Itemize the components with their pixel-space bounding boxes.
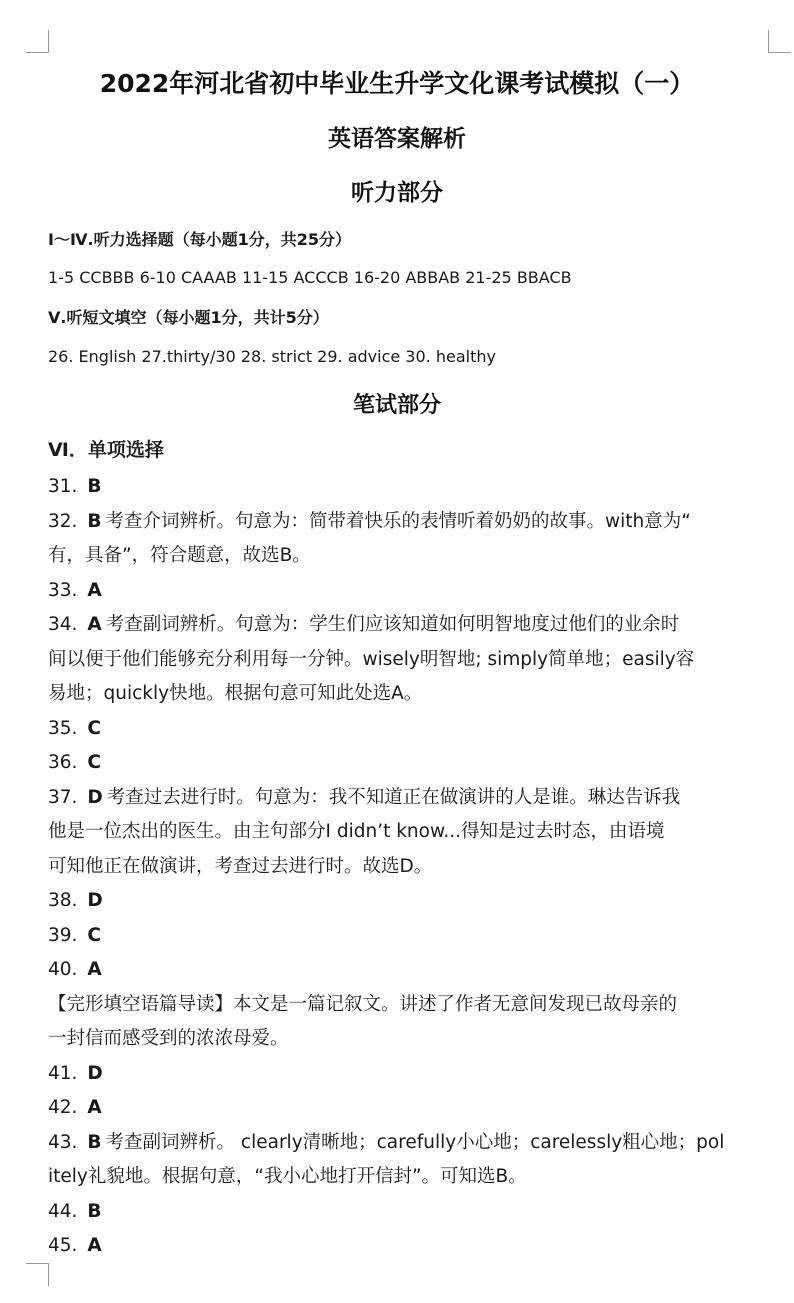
answer-explanations: [48, 470, 774, 1264]
written-heading: 笔试部分: [352, 393, 441, 418]
question-number: 37.: [48, 786, 78, 808]
question-number: 38.: [48, 890, 78, 911]
answer-line: [48, 953, 774, 988]
question-number: 42.: [48, 1097, 78, 1118]
written-section-title: Ⅵ．单项选择: [48, 439, 164, 461]
answer-letter: A: [87, 614, 102, 635]
question-number: 32.: [48, 510, 78, 532]
answer-letter: C: [87, 752, 101, 773]
question-number: 35.: [48, 717, 78, 739]
answer-letter: A: [87, 959, 102, 980]
answer-line: [48, 1160, 774, 1195]
answer-line: [48, 815, 774, 850]
explanation-text: 易地；quickly快地。根据句意可知此处选A。: [48, 683, 423, 704]
question-number: 33.: [48, 579, 78, 601]
explanation-text: 可知他正在做演讲，考查过去进行时。故选D。: [48, 855, 433, 877]
answer-letter: B: [87, 510, 102, 532]
question-number: 43.: [48, 1131, 78, 1153]
question-number: 45.: [48, 1235, 78, 1256]
answer-letter: A: [87, 1097, 102, 1118]
answer-line: [48, 850, 774, 885]
answer-letter: D: [87, 1062, 103, 1084]
answer-line: [48, 1229, 774, 1264]
crop-mark-bottom-left: [26, 1263, 49, 1286]
answer-line: [48, 746, 774, 781]
answer-letter: B: [87, 1200, 102, 1222]
explanation-text: 考查副词辨析。 clearly清晰地；carefully小心地；carelessly粗心地；pol: [105, 1131, 725, 1153]
answer-letter: C: [87, 717, 101, 739]
document-subtitle: 英语答案解析: [328, 126, 466, 152]
listening-section1-answers: 1-5 CCBBB 6-10 CAAAB 11-15 ACCCB 16-20 ABBAB 21-25 BBACB: [48, 268, 572, 287]
explanation-text: 有，具备”，符合题意，故选B。: [48, 545, 311, 566]
answer-line: [48, 1022, 774, 1057]
answer-line: [48, 677, 774, 712]
explanation-text: 考查过去进行时。句意为：我不知道正在做演讲的人是谁。琳达告诉我: [106, 786, 681, 808]
explanation-text: 考查副词辨析。句意为：学生们应该知道如何明智地度过他们的业余时: [105, 614, 680, 635]
answer-letter: C: [87, 924, 101, 946]
explanation-text: 间以便于他们能够充分利用每一分钟。wisely明智地; simply简单地；easily容: [48, 648, 695, 670]
question-number: 41.: [48, 1062, 78, 1084]
explanation-text: 考查介词辨析。句意为：简带着快乐的表情听着奶奶的故事。with意为“: [105, 510, 691, 532]
question-number: 44.: [48, 1200, 78, 1222]
listening-heading: 听力部分: [351, 180, 443, 206]
answer-line: [48, 712, 774, 747]
answer-line: [48, 505, 774, 540]
crop-mark-top-left: [26, 30, 49, 53]
answer-letter: D: [87, 786, 103, 808]
answer-letter: B: [87, 1131, 102, 1153]
crop-mark-top-right: [768, 30, 791, 53]
explanation-text: 【完形填空语篇导读】本文是一篇记叙文。讲述了作者无意间发现已故母亲的: [48, 993, 678, 1015]
answer-line: [48, 884, 774, 919]
listening-section1-title: Ⅰ～Ⅳ.听力选择题（每小题1分，共25分）: [48, 230, 352, 249]
answer-letter: B: [87, 476, 102, 497]
answer-line: [48, 1195, 774, 1230]
question-number: 39.: [48, 924, 78, 946]
answer-line: [48, 1126, 774, 1161]
answer-line: [48, 608, 774, 643]
explanation-text: 他是一位杰出的医生。由主句部分I didn’t know...得知是过去时态，由语境: [48, 821, 665, 842]
question-number: 34.: [48, 614, 78, 635]
document-title: 2022年河北省初中毕业生升学文化课考试模拟（一）: [99, 69, 695, 98]
answer-line: [48, 574, 774, 609]
answer-line: [48, 643, 774, 678]
answer-line: [48, 470, 774, 505]
listening-section2-answers: 26. English 27.thirty/30 28. strict 29. advice 30. healthy: [48, 347, 496, 366]
answer-line: [48, 1057, 774, 1092]
explanation-text: 一封信而感受到的浓浓母爱。: [48, 1028, 289, 1049]
answer-line: [48, 781, 774, 816]
question-number: 31.: [48, 476, 78, 497]
answer-line: [48, 539, 774, 574]
question-number: 40.: [48, 959, 78, 980]
answer-letter: A: [87, 1235, 102, 1256]
answer-line: [48, 1091, 774, 1126]
explanation-text: itely礼貌地。根据句意，“我小心地打开信封”。可知选B。: [48, 1166, 527, 1187]
answer-line: [48, 988, 774, 1023]
listening-section2-title: Ⅴ.听短文填空（每小题1分，共计5分）: [48, 308, 329, 327]
answer-line: [48, 919, 774, 954]
question-number: 36.: [48, 752, 78, 773]
answer-letter: A: [87, 579, 102, 601]
answer-letter: D: [87, 890, 103, 911]
